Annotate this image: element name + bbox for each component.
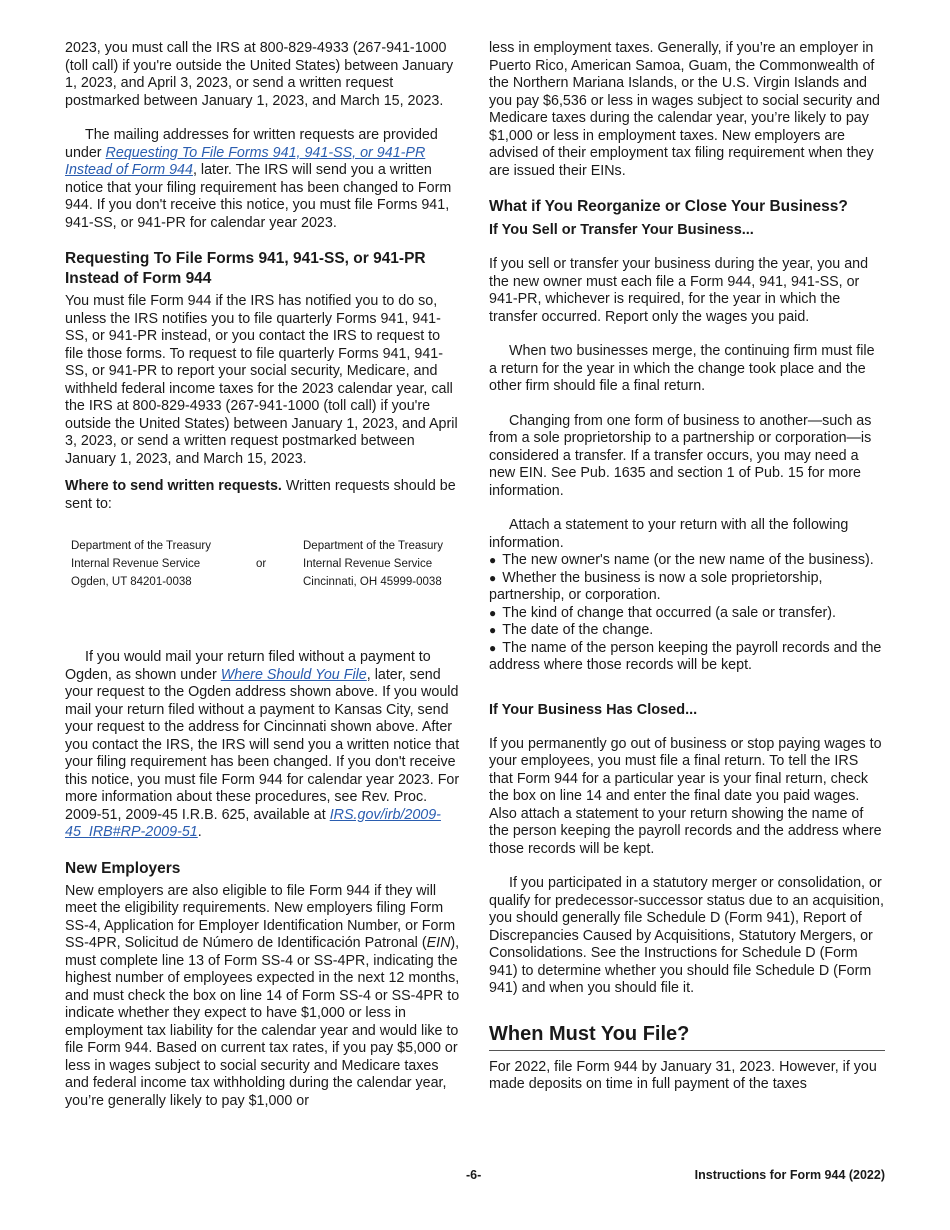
run-in-heading: Where to send written requests.	[65, 478, 282, 494]
address-line: Ogden, UT 84201-0038	[71, 576, 192, 588]
paragraph-ogden	[65, 649, 460, 842]
address-line: Department of the Treasury	[303, 540, 443, 552]
list-item-text: Whether the business is now a sole proprietorship, partnership, or corporation.	[489, 569, 823, 603]
text: The mailing addresses for written requests are provided under	[65, 127, 438, 161]
left-column	[65, 40, 460, 1110]
heading-requesting-to-file: Requesting To File Forms 941, 941-SS, or 941-PR Instead of Form 944	[65, 250, 426, 287]
address-line: Internal Revenue Service	[71, 558, 201, 570]
paragraph-change-form: Changing from one form of business to another—such as from a sole proprietorship to a partnership or corporation—is considered a transfer. If a transfer occurs, you may need a new EIN. See Pub. 1635 and section 1 of Pub. 15 for more information.	[489, 412, 872, 499]
paragraph-when-must-you-file: For 2022, file Form 944 by January 31, 2023. However, if you made deposits on time in full payment of the taxes	[489, 1058, 877, 1092]
text-ein: EIN	[426, 935, 451, 951]
bullet-icon: ●	[489, 570, 497, 585]
list-item	[489, 605, 885, 623]
text: If you would mail your return filed without a payment to Ogden, as shown under	[65, 649, 431, 683]
list-item-text: The name of the person keeping the payroll records and the address where those records will be kept.	[489, 639, 882, 673]
bullet-icon: ●	[489, 640, 497, 655]
address-block	[65, 537, 460, 609]
link-irs-gov-irb[interactable]: IRS.gov/irb/2009-45_IRB#RP-2009-51	[65, 806, 441, 840]
bullet-list	[489, 552, 885, 675]
text: , later, send your request to the Ogden address shown above. If you would mail your return filed without a payment to Kansas City, send your request to the address for Cincinnati shown above. After you contact the IRS, the IRS will send you a written notice that your filing requirement has been changed. If you don't receive this notice, you must file Form 944 for calendar year 2023. For more information about these procedures, see Rev. Proc. 2009-51, 2009-45 I.R.B. 625, available at	[65, 666, 460, 823]
heading-business-closed: If Your Business Has Closed...	[489, 701, 698, 718]
paragraph-intro: 2023, you must call the IRS at 800-829-4933 (267-941-1000 (toll call) if you're outside the United States) between January 1, 2023, and April 3, 2023, or send a written request postmarked between January 1, 2023, and March 15, 2023.	[65, 40, 454, 109]
page-number: -6-	[466, 1168, 482, 1182]
paragraph-mailing-addresses	[65, 127, 460, 232]
list-item-text: The new owner's name (or the new name of the business).	[502, 552, 874, 568]
list-item	[489, 552, 885, 570]
paragraph-attach-statement: Attach a statement to your return with all the following information.	[489, 517, 849, 551]
link-where-should-you-file[interactable]: Where Should You File	[220, 666, 367, 683]
paragraph-sell-or-transfer: If you sell or transfer your business during the year, you and the new owner must each file a Form 944, 941, 941-SS, or 941-PR, whichever is required, for the year in which the transfer occurred. Report only the wages you paid.	[489, 256, 869, 325]
list-item	[489, 570, 885, 605]
heading-sell-or-transfer: If You Sell or Transfer Your Business...	[489, 222, 754, 238]
paragraph-new-employers	[65, 883, 460, 1111]
address-line: Department of the Treasury	[71, 540, 211, 552]
address-cincinnati	[303, 537, 443, 591]
address-line: Internal Revenue Service	[303, 558, 433, 570]
text: , later. The IRS will send you a written notice that your filing requirement has been changed to Form 944. If you don't receive this notice, you must file Forms 941, 941-SS, or 941-PR for calendar year 2023.	[65, 162, 452, 231]
list-item-text: The date of the change.	[502, 622, 654, 638]
form-title-footer: Instructions for Form 944 (2022)	[694, 1168, 885, 1182]
text: ), must complete line 13 of Form SS-4 or SS-4PR, indicating the highest number of employees expected in the next 12 months, and must check the box on line 14 of Form SS-4 or SS-4PR to indicate whether they expect to have $1,000 or less in employment tax liability for the calendar year and would like to file Form 944. Based on current tax rates, if you pay $5,000 or less in wages subject to social security and Medicare taxes and federal income tax withholding during the calendar year, you’re generally likely to pay $1,000 or	[65, 935, 460, 1109]
paragraph-business-closed: If you permanently go out of business or stop paying wages to your employees, you must file a final return. To tell the IRS that Form 944 for a particular year is your final return, check the box on line 14 and enter the final date you paid wages. Also attach a statement to your return showing the name of the person keeping the payroll records and the address where those records will be kept.	[489, 735, 882, 857]
paragraph-where-to-send	[65, 478, 460, 513]
link-requesting-to-file[interactable]: Requesting To File Forms 941, 941-SS, or 941-PR Instead of Form 944	[65, 144, 426, 178]
paragraph-continued: less in employment taxes. Generally, if you’re an employer in Puerto Rico, American Samoa, Guam, the Commonwealth of the Northern Mariana Islands, or the U.S. Virgin Islands and you pay $6,536 or less in wages subject to social security and Medicare taxes during the calendar year, you’re likely to pay $1,000 or less in employment taxes. New employers are advised of their employment tax filing requirement when they are issued their EINs.	[489, 40, 881, 179]
paragraph-statutory-merger: If you participated in a statutory merger or consolidation, or qualify for predecessor-successor status due to an acquisition, you should generally file Schedule D (Form 941), Report of Discrepancies Caused by Acquisitions, Statutory Mergers, or Consolidations. See the Instructions for Schedule D (Form 941) to determine whether you should file Schedule D (Form 941) and when you should file it.	[489, 875, 884, 996]
text: Written requests should be sent to:	[65, 478, 456, 512]
text: New employers are also eligible to file Form 944 if they will meet the eligibility requirements. New employers filing Form SS-4, Application for Employer Identification Number, or Form SS-4PR, Solicitud de Número de Identificación Patronal (	[65, 882, 456, 951]
heading-when-must-you-file: When Must You File?	[489, 1022, 885, 1051]
bullet-icon: ●	[489, 605, 497, 620]
address-ogden	[71, 537, 211, 591]
address-or: or	[256, 558, 267, 570]
address-line: Cincinnati, OH 45999-0038	[303, 576, 442, 588]
list-item	[489, 640, 885, 675]
list-item	[489, 622, 885, 640]
bullet-icon: ●	[489, 553, 497, 567]
paragraph-requesting: You must file Form 944 if the IRS has notified you to do so, unless the IRS notifies you to file quarterly Forms 941, 941-SS, or 941-PR instead, or you contact the IRS to request to file those forms. To request to file quarterly Forms 941, 941-SS, or 941-PR to report your social security, Medicare, and withheld federal income taxes for the 2023 calendar year, call the IRS at 800-829-4933 (267-941-1000 (toll call) if you're outside the United States) between January 1, 2023, and April 3, 2023, or send a written request postmarked between January 1, 2023, and March 15, 2023.	[65, 293, 458, 467]
text: .	[197, 824, 202, 840]
right-column	[489, 40, 885, 1094]
paragraph-merge: When two businesses merge, the continuing firm must file a return for the year in which the change took place and the other firm should file a final return.	[489, 343, 875, 394]
heading-new-employers: New Employers	[65, 859, 181, 877]
bullet-icon: ●	[489, 623, 497, 637]
heading-reorganize-or-close: What if You Reorganize or Close Your Business?	[489, 198, 848, 215]
list-item-text: The kind of change that occurred (a sale or transfer).	[502, 604, 837, 621]
